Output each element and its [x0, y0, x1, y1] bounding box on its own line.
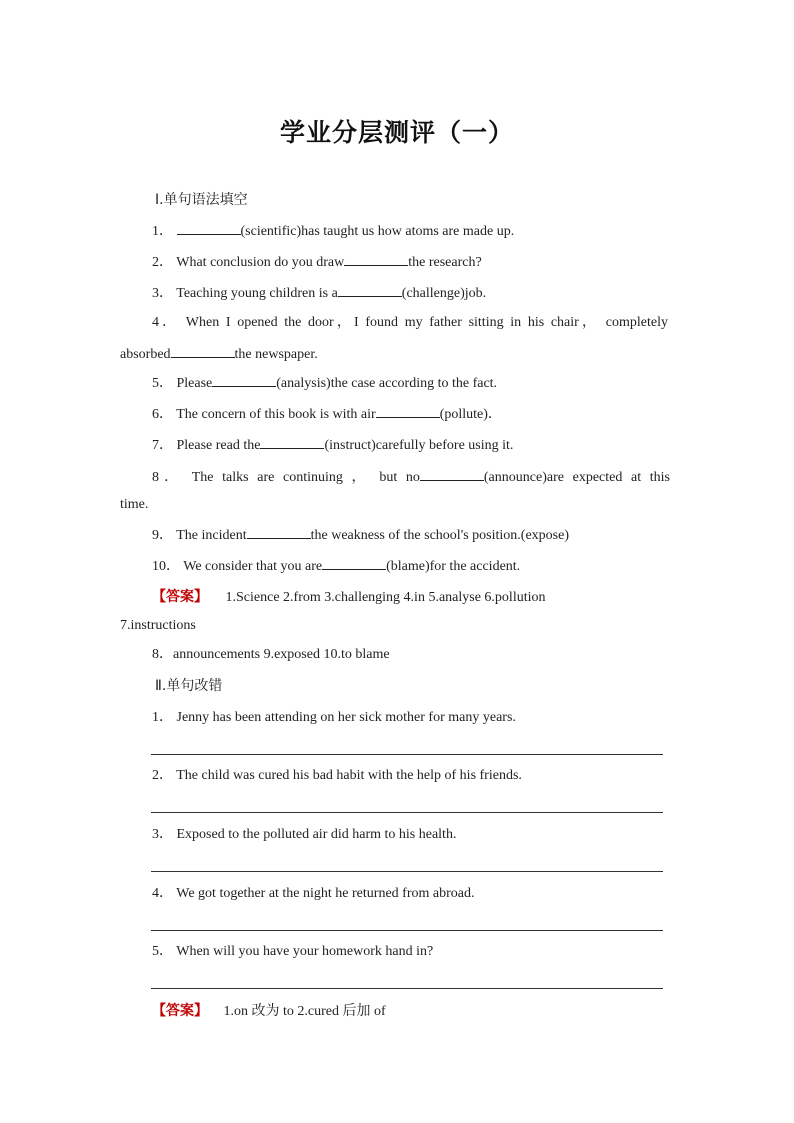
section1-answer-line3: 8．announcements 9.exposed 10.to blame — [152, 647, 390, 662]
answer-blank[interactable] — [212, 373, 276, 387]
question-7: 7． Please read the (instruct)carefully before using it. — [152, 435, 513, 455]
answer-line[interactable] — [151, 754, 663, 755]
answer-text: 1.Science 2.from 3.challenging 4.in 5.analyse 6.pollution — [225, 590, 546, 605]
answer-blank[interactable] — [171, 344, 235, 358]
answer-blank[interactable] — [338, 283, 402, 297]
question-1: 1． (scientific)has taught us how atoms are made up. — [152, 221, 514, 241]
question-8: 8． The talks are continuing ， but no (announce)are expected at this — [152, 467, 670, 487]
answer-blank[interactable] — [247, 525, 311, 539]
answer-blank[interactable] — [344, 252, 408, 266]
section2-heading: Ⅱ.单句改错 — [155, 678, 223, 694]
question-3: 3． Teaching young children is a (challenge)job. — [152, 283, 486, 303]
question-4-continued: absorbed the newspaper. — [120, 344, 318, 364]
answer-blank[interactable] — [260, 435, 324, 449]
page-title: 学业分层测评（一） — [279, 118, 514, 147]
answer-text: 1.on 改为 to 2.cured 后加 of — [223, 1004, 386, 1019]
answer-line[interactable] — [151, 871, 663, 872]
correction-5: 5． When will you have your homework hand in? — [152, 944, 434, 959]
answer-blank[interactable] — [376, 404, 440, 418]
answer-blank[interactable] — [177, 221, 241, 235]
correction-4: 4． We got together at the night he returned from abroad. — [152, 886, 475, 901]
correction-1: 1． Jenny has been attending on her sick mother for many years. — [152, 710, 516, 725]
section1-answer — [152, 588, 545, 607]
answer-blank[interactable] — [322, 556, 386, 570]
question-4: 4． When I opened the door，I found my father sitting in his chair， completely — [152, 315, 669, 330]
question-6: 6． The concern of this book is with air (pollute)． — [152, 404, 502, 424]
correction-3: 3． Exposed to the polluted air did harm to his health. — [152, 827, 457, 842]
question-8-continued: time. — [120, 497, 149, 512]
answer-line[interactable] — [151, 812, 663, 813]
section1-heading: Ⅰ.单句语法填空 — [155, 192, 248, 208]
answer-line[interactable] — [151, 988, 663, 989]
correction-2: 2． The child was cured his bad habit with the help of his friends. — [152, 768, 522, 783]
question-2: 2． What conclusion do you draw the research? — [152, 252, 482, 272]
section2-answer — [152, 1002, 386, 1021]
section1-answer-line2: 7.instructions — [120, 618, 196, 633]
answer-label: 【答案】 — [152, 589, 208, 605]
answer-blank[interactable] — [420, 467, 484, 481]
question-9: 9． The incident the weakness of the school's position.(expose) — [152, 525, 569, 545]
question-5: 5． Please (analysis)the case according to the fact. — [152, 373, 497, 393]
answer-line[interactable] — [151, 930, 663, 931]
answer-label: 【答案】 — [152, 1003, 208, 1019]
question-10: 10． We consider that you are (blame)for the accident. — [152, 556, 520, 576]
